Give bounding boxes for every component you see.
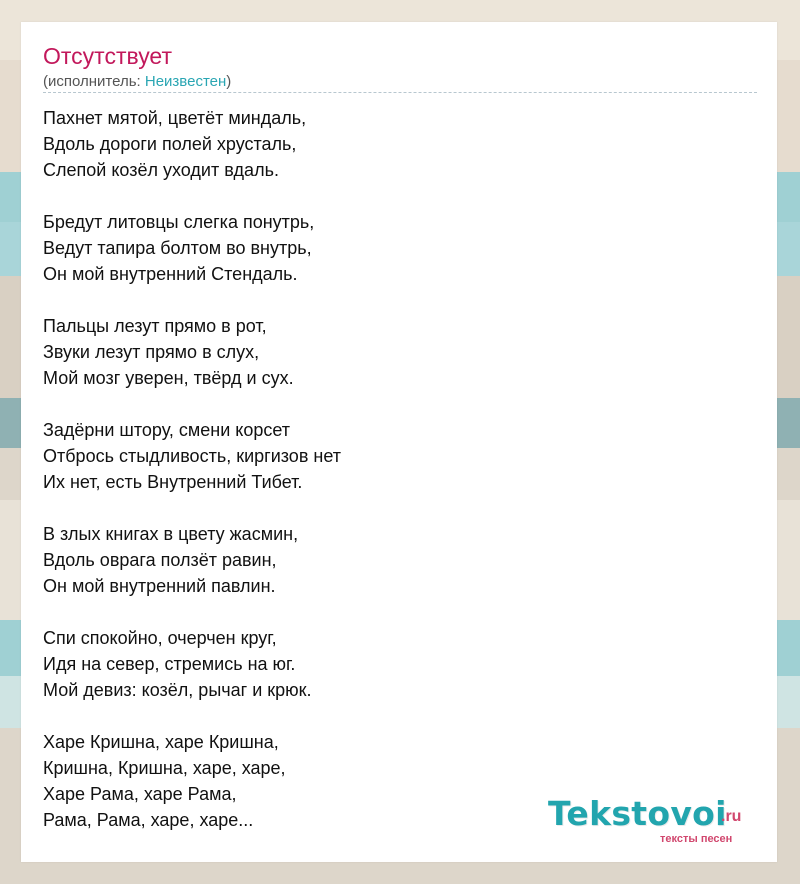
logo-tagline: тексты песен	[660, 833, 733, 845]
stanza-gap	[43, 495, 743, 521]
logo-name: Tekstovoi	[548, 794, 727, 833]
lyric-line: Ведут тапира болтом во внутрь,	[43, 238, 312, 258]
title-divider	[43, 92, 757, 93]
stanza-gap	[43, 703, 743, 729]
lyric-line: Звуки лезут прямо в слух,	[43, 342, 260, 362]
stanza	[43, 417, 743, 495]
lyrics-card	[21, 22, 777, 862]
lyric-line: Пальцы лезут прямо в рот,	[43, 316, 267, 336]
lyric-line: Мой девиз: козёл, рычаг и крюк.	[43, 680, 312, 700]
stanza-gap	[43, 391, 743, 417]
logo-domain: .ru	[721, 808, 742, 825]
lyric-line: Идя на север, стремись на юг.	[43, 654, 296, 674]
lyric-line: Кришна, Кришна, харе, харе,	[43, 758, 286, 778]
lyric-line: Спи спокойно, очерчен круг,	[43, 628, 277, 648]
lyric-line: В злых книгах в цвету жасмин,	[43, 524, 299, 544]
lyric-line: Рама, Рама, харе, харе...	[43, 810, 254, 830]
lyric-line: Отбрось стыдливость, киргизов нет	[43, 446, 341, 466]
lyric-line: Задёрни штору, смени корсет	[43, 420, 291, 440]
stanza	[43, 313, 743, 391]
stanza	[43, 521, 743, 599]
lyric-line: Пахнет мятой, цветёт миндаль,	[43, 108, 307, 128]
artist-line	[43, 73, 231, 90]
stanza	[43, 209, 743, 287]
artist-prefix: (исполнитель:	[43, 73, 145, 90]
lyrics-text	[43, 105, 743, 833]
stanza-gap	[43, 287, 743, 313]
lyric-line: Харе Рама, харе Рама,	[43, 784, 237, 804]
site-logo[interactable]	[548, 794, 758, 844]
lyric-line: Вдоль дороги полей хрусталь,	[43, 134, 297, 154]
stanza-gap	[43, 183, 743, 209]
stanza	[43, 105, 743, 183]
artist-link[interactable]: Неизвестен	[144, 73, 227, 90]
lyric-line: Бредут литовцы слегка понутрь,	[43, 212, 315, 232]
stanza	[43, 625, 743, 703]
lyric-line: Вдоль оврага ползёт равин,	[43, 550, 277, 570]
lyric-line: Их нет, есть Внутренний Тибет.	[43, 472, 303, 492]
lyric-line: Слепой козёл уходит вдаль.	[43, 160, 279, 180]
stanza-gap	[43, 599, 743, 625]
lyric-line: Он мой внутренний павлин.	[43, 576, 276, 596]
lyric-line: Харе Кришна, харе Кришна,	[43, 732, 279, 752]
lyric-line: Он мой внутренний Стендаль.	[43, 264, 298, 284]
lyric-line: Мой мозг уверен, твёрд и сух.	[43, 368, 294, 388]
artist-suffix: )	[226, 73, 232, 90]
song-title: Отсутствует	[43, 43, 172, 69]
